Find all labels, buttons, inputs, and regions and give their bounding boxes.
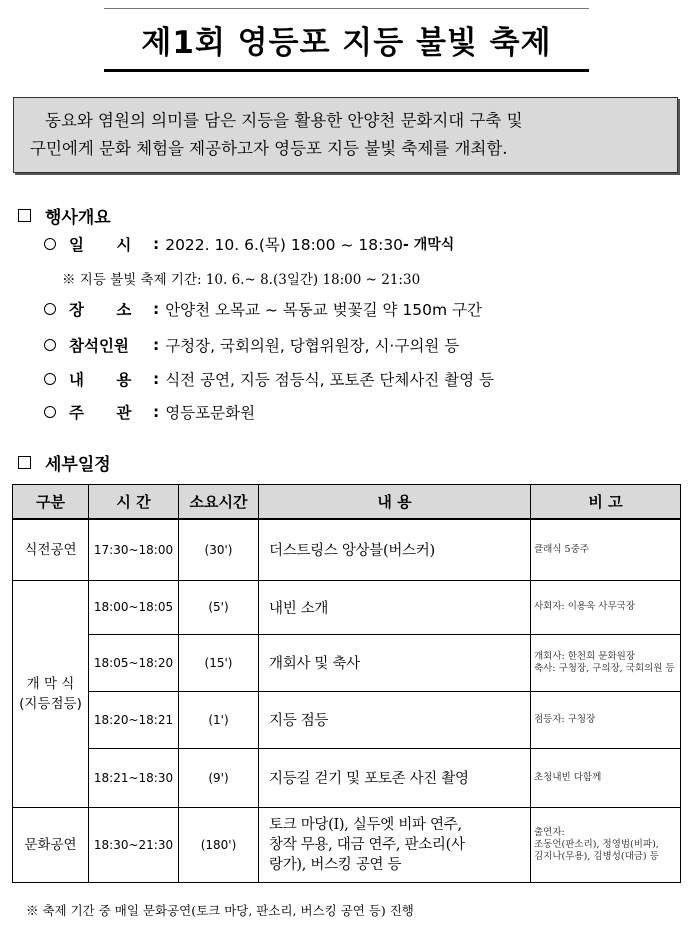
content-cell: 지등길 걷기 및 포토존 사진 촬영 [259, 748, 531, 807]
item-label: 참석인원 [69, 337, 129, 355]
duration-cell: (9') [179, 748, 259, 807]
header-category: 구분 [13, 485, 89, 520]
item-value: 구청장, 국회의원, 당협위원장, 시·구의원 등 [165, 337, 460, 355]
item-extra: - 개막식 [403, 237, 455, 253]
remark-cell: 초청내빈 다함께 [531, 748, 681, 807]
item-label: 내 용 [69, 371, 132, 389]
remark-cell: 사회자: 이용욱 사무국장 [531, 580, 681, 634]
header-time: 시 간 [89, 485, 179, 520]
content-cell: 지등 점등 [259, 691, 531, 748]
overview-item-organizer: 주 관 : 영등포문화원 [44, 401, 255, 423]
item-label: 장 소 [69, 301, 132, 319]
table-header-row [13, 485, 681, 520]
category-cell: 식전공연 [13, 519, 89, 580]
item-label: 주 관 [69, 404, 132, 422]
time-cell: 18:05~18:20 [89, 634, 179, 691]
time-cell: 18:20~18:21 [89, 691, 179, 748]
square-bullet-icon [18, 456, 31, 469]
time-cell: 18:30~21:30 [89, 807, 179, 882]
item-value: 식전 공연, 지등 점등식, 포토존 단체사진 촬영 등 [165, 371, 495, 389]
content-cell: 더스트링스 앙상블(버스커) [259, 519, 531, 580]
content-cell: 개회사 및 축사 [259, 634, 531, 691]
time-cell: 18:00~18:05 [89, 580, 179, 634]
section-schedule-heading: 세부일정 [18, 450, 111, 475]
remark-cell: 출연자: 조동언(판소리), 정영범(비파), 김지나(무용), 김병성(대금) 등 [531, 807, 681, 882]
table-row [13, 580, 681, 634]
overview-item-content: 내 용 : 식전 공연, 지등 점등식, 포토존 단체사진 촬영 등 [44, 368, 494, 390]
circle-bullet-icon [44, 339, 56, 351]
page-title: 제1회 영등포 지등 불빛 축제 [141, 24, 552, 61]
overview-item-place: 장 소 : 안양천 오목교 ~ 목동교 벚꽃길 약 150m 구간 [44, 298, 482, 320]
footnote: ※ 축제 기간 중 매일 문화공연(토크 마당, 판소리, 버스킹 공연 등) 진행 [26, 903, 414, 918]
content-cell: 토크 마당(Ⅰ), 실두엣 비파 연주, 창작 무용, 대금 연주, 판소리(사 랑가), 버스킹 공연 등 [259, 807, 531, 882]
circle-bullet-icon [44, 303, 56, 315]
duration-cell: (1') [179, 691, 259, 748]
circle-bullet-icon [44, 373, 56, 385]
duration-cell: (5') [179, 580, 259, 634]
intro-line-2: 구민에게 문화 체험을 제공하고자 영등포 지등 불빛 축제를 개최함. [30, 139, 508, 158]
item-value: 2022. 10. 6.(목) 18:00 ~ 18:30 [165, 236, 404, 254]
square-bullet-icon [18, 209, 31, 222]
header-content: 내 용 [259, 485, 531, 520]
table-row [13, 748, 681, 807]
schedule-table [12, 484, 681, 883]
table-row [13, 807, 681, 882]
remark-cell: 개회사: 한천희 문화원장 축사: 구청장, 구의장, 국회의원 등 [531, 634, 681, 691]
circle-bullet-icon [44, 238, 56, 250]
intro-line-1: 동요와 염원의 의미를 담은 지등을 활용한 안양천 문화지대 구축 및 [45, 111, 523, 130]
category-cell: 문화공연 [13, 807, 89, 882]
category-cell: 개 막 식 (지등점등) [13, 580, 89, 807]
intro-box [13, 97, 678, 173]
title-box [104, 8, 589, 72]
duration-cell: (30') [179, 519, 259, 580]
table-row [13, 519, 681, 580]
header-duration: 소요시간 [179, 485, 259, 520]
overview-item-attendees: 참석인원 : 구청장, 국회의원, 당협위원장, 시·구의원 등 [44, 334, 459, 356]
time-cell: 18:21~18:30 [89, 748, 179, 807]
header-remark: 비 고 [531, 485, 681, 520]
item-value: 안양천 오목교 ~ 목동교 벚꽃길 약 150m 구간 [165, 301, 482, 319]
item-value: 영등포문화원 [165, 404, 256, 422]
duration-cell: (15') [179, 634, 259, 691]
circle-bullet-icon [44, 406, 56, 418]
time-cell: 17:30~18:00 [89, 519, 179, 580]
table-row [13, 691, 681, 748]
section-overview-heading: 행사개요 [18, 203, 111, 228]
duration-cell: (180') [179, 807, 259, 882]
content-cell: 내빈 소개 [259, 580, 531, 634]
table-row [13, 634, 681, 691]
remark-cell: 점등자: 구청장 [531, 691, 681, 748]
remark-cell: 클래식 5중주 [531, 519, 681, 580]
item-label: 일 시 [69, 236, 132, 254]
festival-period-note: ※ 지등 불빛 축제 기간: 10. 6.~ 8.(3일간) 18:00 ~ 21:30 [62, 272, 421, 288]
overview-item-date: 일 시 : 2022. 10. 6.(목) 18:00 ~ 18:30 - 개막식 [44, 233, 454, 255]
